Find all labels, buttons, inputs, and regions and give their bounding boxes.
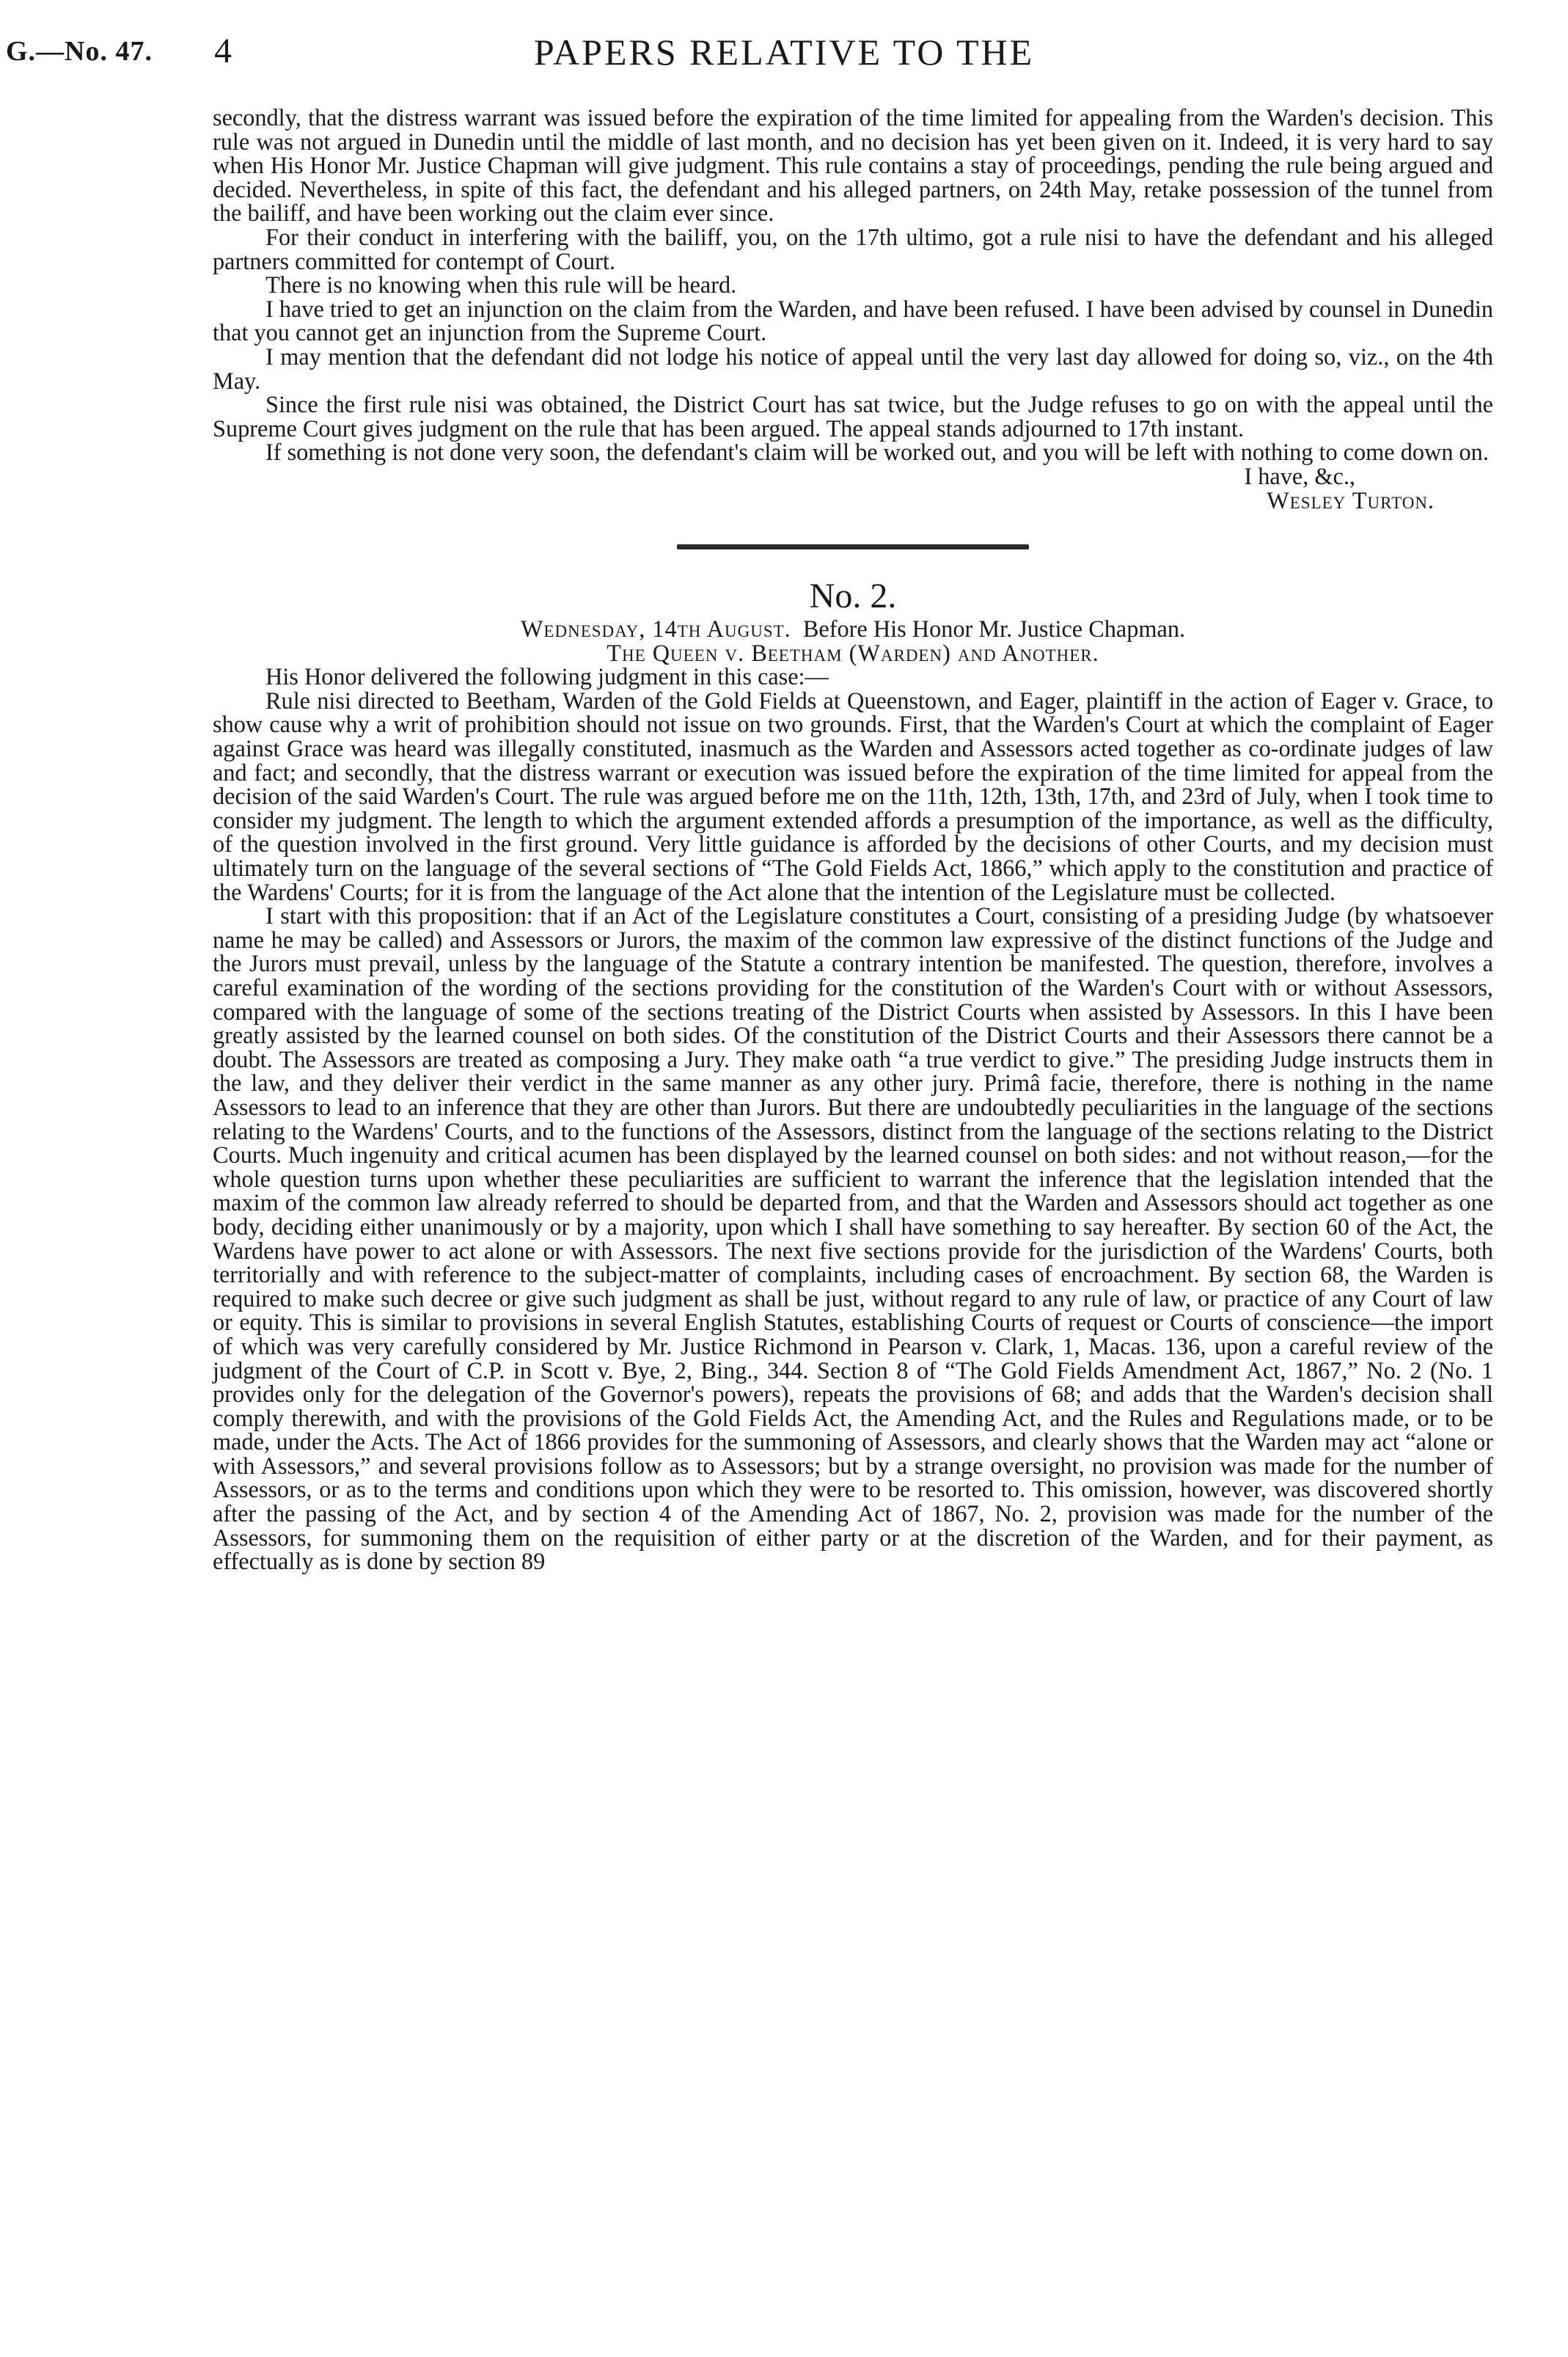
- page-header: [0, 31, 1568, 82]
- letter-paragraph: Since the first rule nisi was obtained, the District Court has sat twice, but the Judge refuses to go on with the appeal until the Supreme Court gives judgment on the rule that has been argued. The appeal stands adjourned to 17th instant.: [213, 391, 1493, 442]
- section-date-line: [213, 617, 1493, 641]
- page-body: [213, 106, 1493, 1574]
- hearing-judge: Before His Honor Mr. Justice Chapman.: [802, 615, 1186, 643]
- letter-paragraph: I have tried to get an injunction on the claim from the Warden, and have been refused. I have been advised by counsel in Dunedin that you cannot get an injunction from the Supreme Court.: [213, 295, 1493, 346]
- judgment-paragraph: Rule nisi directed to Beetham, Warden of the Gold Fields at Queenstown, and Eager, plaintiff in the action of Eager v. Grace, to show cause why a writ of prohibition should not issue on two grounds. First, that the Warden's Court at which the complaint of Eager against Grace was heard was illegally constituted, inasmuch as the Warden and Assessors acted together as co-ordinate judges of law and fact; and secondly, that the distress warrant or execution was issued before the expiration of the time limited for appeal from the decision of the said Warden's Court. The rule was argued before me on the 11th, 12th, 13th, 17th, and 23rd of July, when I took time to consider my judgment. The length to which the argument extended affords a presumption of the importance, as well as the difficulty, of the question involved in the first ground. Very little guidance is afforded by the decisions of other Courts, and my decision must ultimately turn on the language of the several sections of “The Gold Fields Act, 1866,” which apply to the constitution and practice of the Wardens' Courts; for it is from the language of the Act alone that the intention of the Legislature must be collected.: [213, 687, 1493, 905]
- letter-paragraph: If something is not done very soon, the defendant's claim will be worked out, and you will be left with nothing to come down on.: [265, 439, 1489, 466]
- letter-paragraph: For their conduct in interfering with the bailiff, you, on the 17th ultimo, got a rule nisi to have the defendant and his alleged partners committed for contempt of Court.: [213, 223, 1493, 274]
- document-reference: G.—No. 47.: [6, 36, 153, 67]
- section-number: No. 2.: [809, 577, 897, 616]
- section-divider: [677, 544, 1029, 549]
- page-number: 4: [214, 32, 232, 70]
- judgment-paragraph: His Honor delivered the following judgment in this case:—: [265, 663, 829, 690]
- letter-paragraph: secondly, that the distress warrant was issued before the expiration of the time limited for appealing from the Warden's decision. This rule was not argued in Dunedin until the middle of last month, and no decision has yet been given on it. Indeed, it is very hard to say when His Honor Mr. Justice Chapman will give judgment. This rule contains a stay of proceedings, pending the rule being argued and decided. Nevertheless, in spite of this fact, the defendant and his alleged partners, on 24th May, retake possession of the tunnel from the bailiff, and have been working out the claim ever since.: [213, 104, 1493, 227]
- letter-paragraph: There is no knowing when this rule will be heard.: [265, 271, 737, 299]
- judgment-paragraph: I start with this proposition: that if an Act of the Legislature constitutes a Court, consisting of a presiding Judge (by whatsoever name he may be called) and Assessors or Jurors, the maxim of the common law expressive of the distinct functions of the Judge and the Jurors must prevail, unless by the language of the Statute a contrary intention be manifested. The question, therefore, involves a careful examination of the wording of the sections providing for the constitution of the Warden's Court with or without Assessors, compared with the language of some of the sections treating of the District Courts when assisted by Assessors. In this I have been greatly assisted by the learned counsel on both sides. Of the constitution of the District Courts and their Assessors there cannot be a doubt. The Assessors are treated as composing a Jury. They make oath “a true verdict to give.” The presiding Judge instructs them in the law, and they deliver their verdict in the same manner as any other jury. Primâ facie, therefore, there is nothing in the name Assessors to lead to an inference that they are other than Jurors. But there are undoubtedly peculiarities in the language of the sections relating to the Wardens' Courts, and to the functions of the Assessors, distinct from the language of the sections relating to the District Courts. Much ingenuity and critical acumen has been displayed by the learned counsel on both sides: and not without reason,—for the whole question turns upon whether these peculiarities are sufficient to warrant the inference that the legislation intended that the maxim of the common law already referred to should be departed from, and that the Warden and Assessors should act together as one body, deciding either unanimously or by a majority, upon which I shall have something to say hereafter. By section 60 of the Act, the Wardens have power to act alone or with Assessors. The next five sections provide for the jurisdiction of the Wardens' Courts, both territorially and with reference to the subject-matter of complaints, including cases of encroachment. By section 68, the Warden is required to make such decree or give such judgment as shall be just, without regard to any rule of law, or practice of any Court of law or equity. This is similar to provisions in several English Statutes, establishing Courts of request or Courts of conscience—the import of which was very carefully considered by Mr. Justice Richmond in Pearson v. Clark, 1, Macas. 136, upon a careful review of the judgment of the Court of C.P. in Scott v. Bye, 2, Bing., 344. Section 8 of “The Gold Fields Amendment Act, 1867,” No. 2 (No. 1 provides only for the delegation of the Governor's powers), repeats the provisions of 68; and adds that the Warden's decision shall comply therewith, and with the provisions of the Gold Fields Act, the Amending Act, and the Rules and Regulations made, or to be made, under the Acts. The Act of 1866 provides for the summoning of Assessors, and clearly shows that the Warden may act “alone or with Assessors,” and several provisions follow as to Assessors; but by a strange oversight, no provision was made for the number of Assessors, or as to the terms and conditions upon which they were to be resorted to. This omission, however, was discovered shortly after the passing of the Act, and by section 4 of the Amending Act of 1867, No. 2, provision was made for the number of the Assessors, for summoning them on the requisition of either party or at the discretion of the Warden, and for their payment, as effectually as is done by section 89: [213, 902, 1493, 1575]
- hearing-day: Wednesday, 14th August.: [520, 615, 791, 643]
- case-title: The Queen v. Beetham (Warden) and Another.: [607, 639, 1099, 666]
- letter-signoff: I have, &c.,: [1244, 462, 1355, 489]
- running-title: PAPERS RELATIVE TO THE: [533, 32, 1035, 73]
- letter-paragraph: I may mention that the defendant did not lodge his notice of appeal until the very last day allowed for doing so, viz., on the 4th May.: [213, 343, 1493, 394]
- letter-signature: Wesley Turton.: [1267, 486, 1435, 514]
